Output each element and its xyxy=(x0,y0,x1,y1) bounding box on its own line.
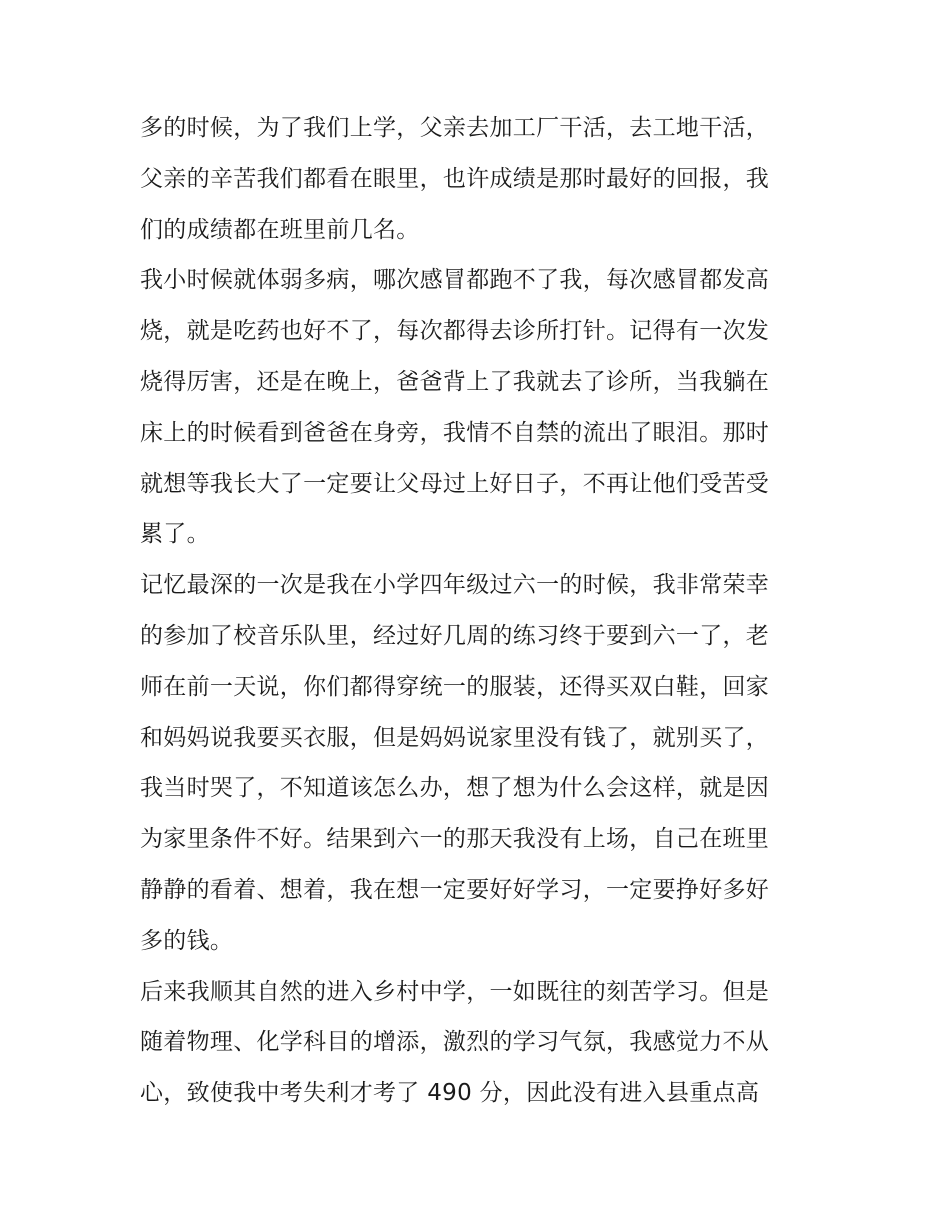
text-line: 静静的看着、想着，我在想一定要好好学习，一定要挣好多好 xyxy=(140,876,770,903)
text-line: 记忆最深的一次是我在小学四年级过六一的时候，我非常荣幸 xyxy=(140,572,770,599)
text-line: 多的钱。 xyxy=(140,927,234,954)
text-line: 为家里条件不好。结果到六一的那天我没有上场，自己在班里 xyxy=(140,826,770,853)
text-line: 随着物理、化学科目的增添，激烈的学习气氛，我感觉力不从 xyxy=(140,1029,770,1056)
text-line: 父亲的辛苦我们都看在眼里，也许成绩是那时最好的回报，我 xyxy=(140,165,770,192)
text-line: 和妈妈说我要买衣服，但是妈妈说家里没有钱了，就别买了， xyxy=(140,724,770,751)
text-line: 就想等我长大了一定要让父母过上好日子，不再让他们受苦受 xyxy=(140,470,770,497)
text-line: 烧，就是吃药也好不了，每次都得去诊所打针。记得有一次发 xyxy=(140,318,770,345)
text-line: 多的时候，为了我们上学，父亲去加工厂干活，去工地干活， xyxy=(140,115,770,141)
text-line: 累了。 xyxy=(140,521,210,548)
document-body xyxy=(140,103,820,1119)
text-line: 的参加了校音乐队里，经过好几周的练习终于要到六一了，老 xyxy=(140,622,770,649)
text-line: 床上的时候看到爸爸在身旁，我情不自禁的流出了眼泪。那时 xyxy=(140,419,770,446)
text-line: 烧得厉害，还是在晚上，爸爸背上了我就去了诊所，当我躺在 xyxy=(140,368,770,395)
text-line: 心，致使我中考失利才考了 490 分，因此没有进入县重点高 xyxy=(140,1080,760,1107)
text-line: 师在前一天说，你们都得穿统一的服装，还得买双白鞋，回家 xyxy=(140,673,770,700)
text-line: 后来我顺其自然的进入乡村中学，一如既往的刻苦学习。但是 xyxy=(140,978,770,1005)
text-line: 我当时哭了，不知道该怎么办，想了想为什么会这样，就是因 xyxy=(140,775,770,802)
text-line: 们的成绩都在班里前几名。 xyxy=(140,216,420,243)
text-line: 我小时候就体弱多病，哪次感冒都跑不了我，每次感冒都发高 xyxy=(140,267,770,294)
